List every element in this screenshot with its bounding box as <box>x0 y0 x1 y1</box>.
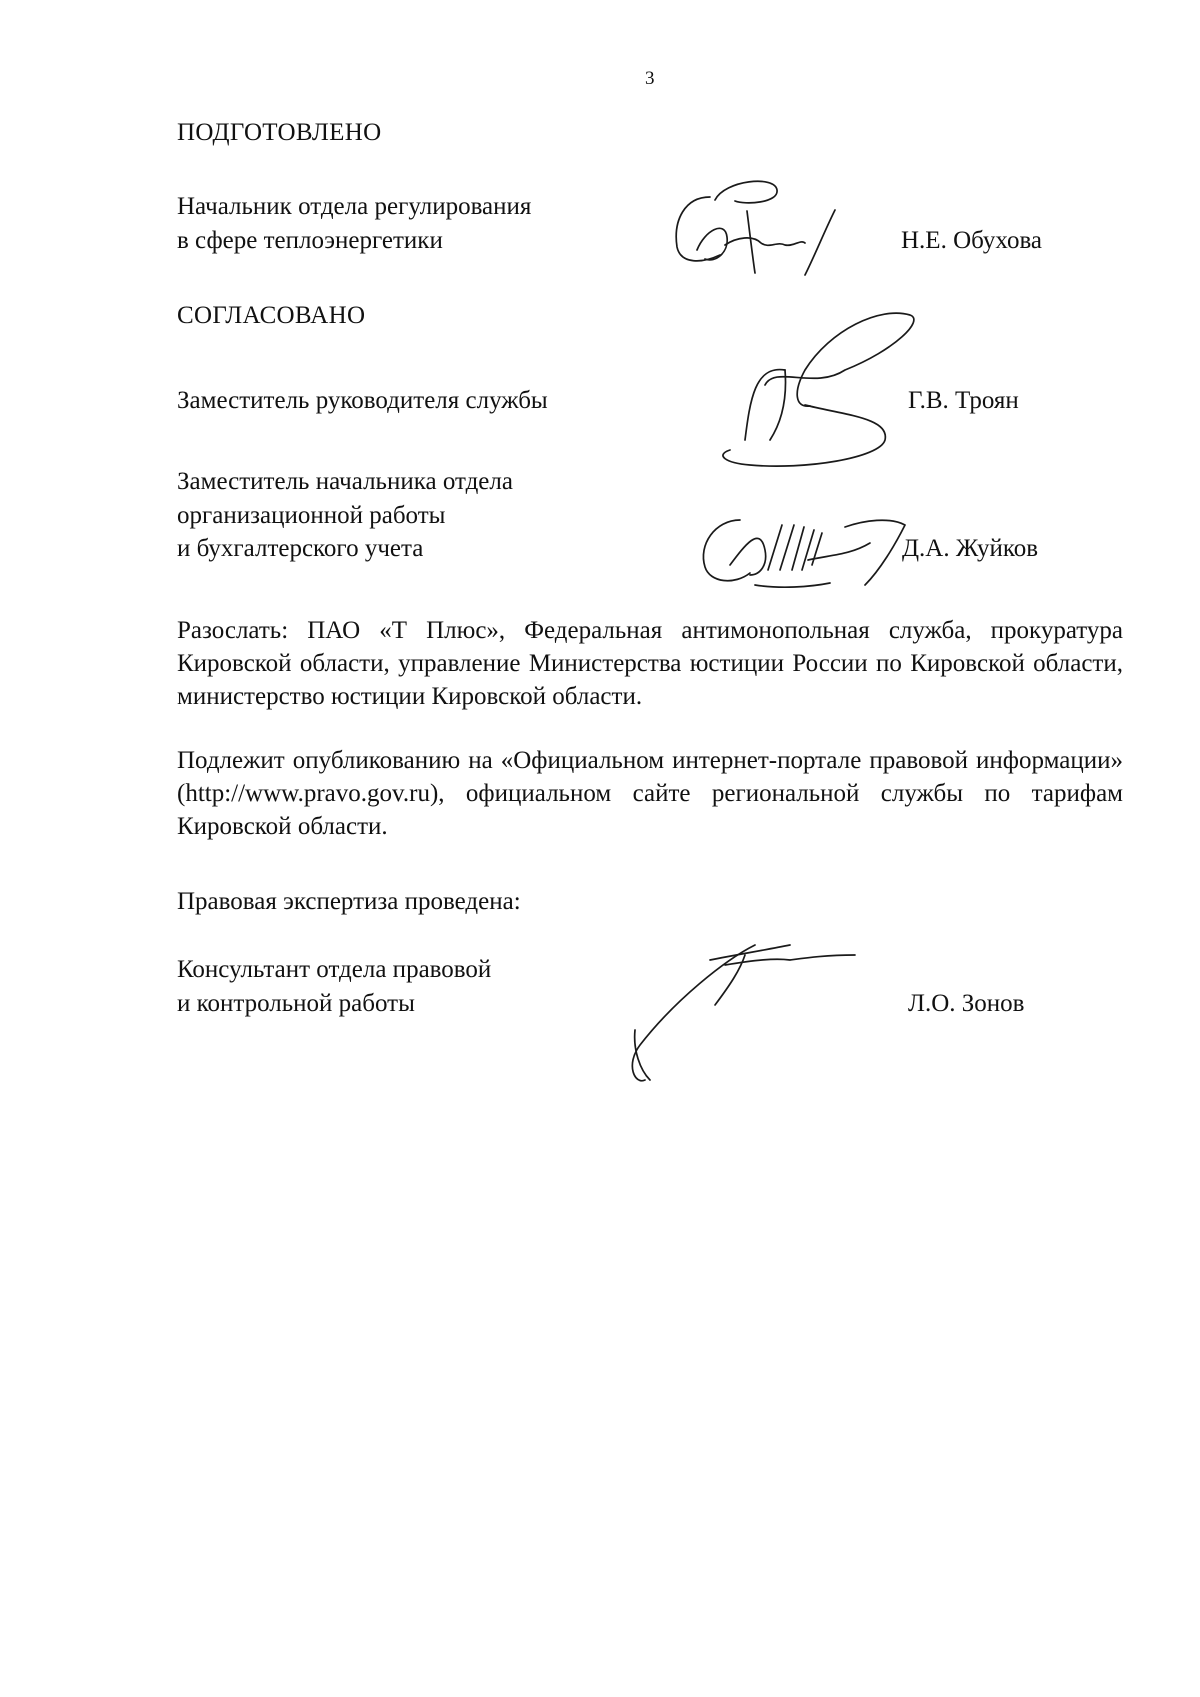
legal-review-heading: Правовая экспертиза проведена: <box>177 888 521 915</box>
agreed-signer-2-position-line-2: организационной работы <box>177 502 446 529</box>
legal-review-signer-name: Л.О. Зонов <box>908 990 1025 1017</box>
agreed-signer-2-position-line-3: и бухгалтерского учета <box>177 535 424 562</box>
agreed-signer-2-position-line-1: Заместитель начальника отдела <box>177 468 513 495</box>
agreed-signer-1-name: Г.В. Троян <box>908 387 1019 414</box>
signature-obukhova <box>665 175 865 285</box>
agreed-signer-1-position: Заместитель руководителя службы <box>177 387 548 414</box>
legal-review-position-line-2: и контрольной работы <box>177 990 415 1017</box>
agreed-heading: СОГЛАСОВАНО <box>177 302 366 329</box>
prepared-position-line-2: в сфере теплоэнергетики <box>177 227 443 254</box>
prepared-heading: ПОДГОТОВЛЕНО <box>177 119 382 146</box>
prepared-signer-name: Н.Е. Обухова <box>901 227 1043 254</box>
distribution-paragraph: Разослать: ПАО «Т Плюс», Федеральная антимонопольная служба, прокуратура Кировской области, управление Министерства юстиции России по Кировской области, министерство юстиции Кировской области. <box>177 617 1123 710</box>
publication-paragraph: Подлежит опубликованию на «Официальном интернет-портале правовой информации» (http://www.pravo.gov.ru), официальном сайте региональной службы по тарифам Кировской области. <box>177 747 1123 840</box>
legal-review-position-line-1: Консультант отдела правовой <box>177 956 492 983</box>
page-number: 3 <box>645 68 655 89</box>
prepared-position-line-1: Начальник отдела регулирования <box>177 193 532 220</box>
signature-troyan <box>675 310 935 495</box>
signature-zonov <box>615 930 865 1090</box>
signature-zhuikov <box>690 505 920 595</box>
agreed-signer-2-name: Д.А. Жуйков <box>902 535 1039 562</box>
